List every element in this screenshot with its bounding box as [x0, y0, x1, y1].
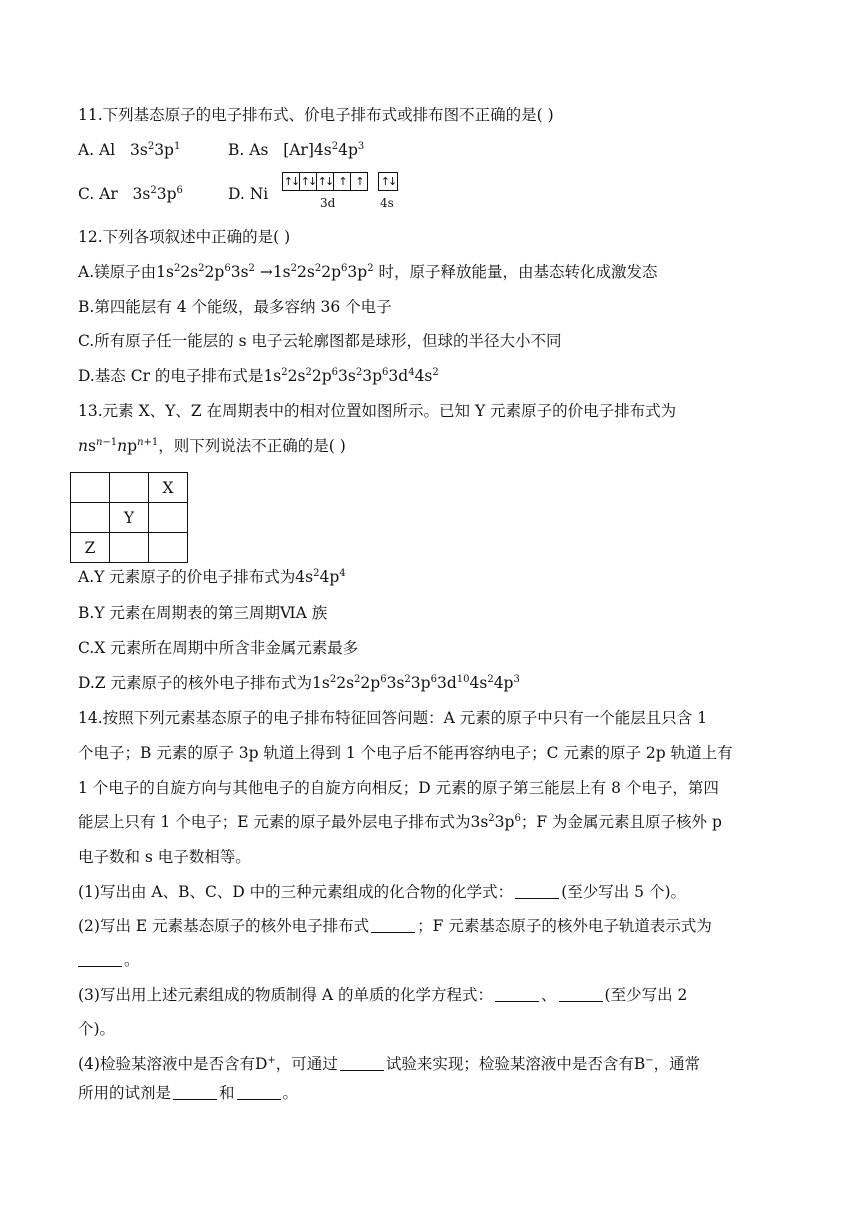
q14-stem-line4: 能层上只有 1 个电子；E 元素的原子最外层电子排布式为$3s^23p^6$；F 为金属元素且原子核外 p	[78, 813, 722, 831]
q14-part1	[78, 882, 686, 902]
q11-option-d-label: D. Ni	[228, 185, 269, 203]
q11-option-a-formula: $3s^23p^1$	[129, 141, 181, 159]
grid-cell-x: X	[149, 473, 188, 503]
q12-option-c: C.所有原子任一能层的 s 电子云轮廓图都是球形，但球的半径大小不同	[78, 332, 562, 350]
q14-part4-line2-end: 。	[282, 1084, 299, 1102]
orbital-box-3d-3: ↑↓	[316, 172, 334, 191]
q14-stem-line1: 14.按照下列元素基态原子的电子排布特征回答问题：A 元素的原子中只有一个能层且只含 1	[78, 709, 708, 727]
q13-option-d-prefix: D.Z 元素原子的核外电子排布式为	[78, 674, 312, 692]
grid-cell-y: Y	[110, 503, 149, 533]
q11-option-a-label: A. Al	[78, 141, 116, 159]
grid-cell	[110, 473, 149, 503]
q14-part4-mid2: 试验来实现；检验某溶液中是否含有	[385, 1055, 634, 1073]
q13-stem-line1: 13.元素 X、Y、Z 在周期表中的相对位置如图所示。已知 Y 元素原子的价电子排布式为	[78, 402, 677, 420]
orbital-box-3d-2: ↑↓	[299, 172, 317, 191]
q14-part4-mid3: ，通常	[653, 1055, 701, 1073]
q14-part4-line2	[78, 1083, 298, 1103]
q13-option-a: A.Y 元素原子的价电子排布式为$4s^24p^4$	[78, 568, 346, 586]
answer-blank[interactable]	[237, 1085, 281, 1100]
q14-part3-separator: 、	[541, 986, 557, 1004]
q14-stem-line3: 1 个电子的自旋方向与其他电子的自旋方向相反；D 元素的原子第三能层上有 8 个电子，第四	[78, 779, 719, 797]
orbital-box-3d-1: ↑↓	[282, 172, 300, 191]
periodic-position-grid	[70, 472, 188, 563]
q11-option-b-formula: $[Ar]4s^24p^3$	[283, 141, 365, 159]
answer-blank[interactable]	[173, 1085, 217, 1100]
q12-option-d-prefix: D.基态 Cr 的电子排布式是	[78, 367, 264, 385]
q12-stem: 12.下列各项叙述中正确的是( )	[78, 228, 291, 246]
q11-option-b	[228, 140, 364, 160]
q13-option-a-prefix: A.Y 元素原子的价电子排布式为	[78, 568, 296, 586]
q12-option-a: A.镁原子由$1s^22s^22p^63s^2 \to 1s^22s^22p^63p^2$ 时，原子释放能量，由基态转化成激发态	[78, 263, 658, 281]
q11-option-c	[78, 184, 183, 204]
orbital-box-3d-4: ↑	[333, 172, 351, 191]
q14-part2-line2	[78, 950, 140, 970]
q14-part3-line2: 个)。	[78, 1020, 116, 1038]
answer-blank[interactable]	[495, 987, 539, 1002]
orbital-label-4s: 4s	[380, 196, 394, 210]
orbital-label-3d: 3d	[320, 196, 336, 210]
grid-cell	[149, 533, 188, 563]
q12-option-a-prefix: A.镁原子由	[78, 263, 157, 281]
q13-option-b: B.Y 元素在周期表的第三周期ⅥA 族	[78, 604, 328, 622]
q11-option-b-label: B. As	[228, 141, 269, 159]
q14-stem-line4-prefix: 能层上只有 1 个电子；E 元素的原子最外层电子排布式为	[78, 813, 471, 831]
q11-option-c-label: C. Ar	[78, 185, 118, 203]
q14-part4-mid1: ，可通过	[275, 1055, 338, 1073]
q11-option-c-formula: $3s^23p^6$	[132, 185, 183, 203]
grid-cell	[110, 533, 149, 563]
q13-option-d: D.Z 元素原子的核外电子排布式为$1s^22s^22p^63s^23p^63d^{10}4s^24p^3$	[78, 674, 520, 692]
q14-part4-prefix: (4)检验某溶液中是否含有	[78, 1055, 255, 1073]
q13-stem-suffix: ，则下列说法不正确的是( )	[158, 437, 346, 455]
q13-stem-line2: $ns^{n-1}np^{n+1}$，则下列说法不正确的是( )	[78, 437, 346, 455]
q13-option-c: C.X 元素所在周期中所含非金属元素最多	[78, 639, 359, 657]
q14-part2-prefix: (2)写出 E 元素基态原子的核外电子排布式	[78, 917, 370, 935]
grid-cell	[71, 473, 110, 503]
answer-blank[interactable]	[559, 987, 603, 1002]
q14-part4: (4)检验某溶液中是否含有D+，可通过 试验来实现；检验某溶液中是否含有B−，通常	[78, 1055, 701, 1073]
grid-cell-z: Z	[71, 533, 110, 563]
q14-part2-end: 。	[124, 951, 140, 969]
orbital-box-3d-5: ↑	[350, 172, 368, 191]
grid-cell	[149, 503, 188, 533]
q11-stem: 11.下列基态原子的电子排布式、价电子排布式或排布图不正确的是( )	[78, 106, 554, 124]
q14-part3-prefix: (3)写出用上述元素组成的物质制得 A 的单质的化学方程式：	[78, 986, 494, 1004]
q12-option-a-suffix: 时，原子释放能量，由基态转化成激发态	[378, 263, 658, 281]
q14-part1-prefix: (1)写出由 A、B、C、D 中的三种元素组成的化合物的化学式：	[78, 883, 514, 901]
q14-part2	[78, 916, 712, 936]
q14-part4-line2-prefix: 所用的试剂是	[78, 1084, 172, 1102]
answer-blank[interactable]	[78, 952, 122, 967]
answer-blank[interactable]	[371, 918, 415, 933]
answer-blank[interactable]	[340, 1056, 384, 1071]
q14-stem-line2: 个电子；B 元素的原子 3p 轨道上得到 1 个电子后不能再容纳电子；C 元素的原子 2p 轨道上有	[78, 744, 733, 762]
orbital-box-4s: ↑↓	[378, 172, 398, 191]
q14-part3-suffix: (至少写出 2	[604, 986, 688, 1004]
q14-part1-suffix: (至少写出 5 个)。	[561, 883, 686, 901]
q12-option-b: B.第四能层有 4 个能级，最多容纳 36 个电子	[78, 298, 392, 316]
q14-part3	[78, 985, 687, 1005]
q14-part2-suffix: ；F 元素基态原子的核外电子轨道表示式为	[417, 917, 712, 935]
q12-option-d: D.基态 Cr 的电子排布式是$1s^22s^22p^63s^23p^63d^44s^2$	[78, 367, 439, 385]
q14-part4-line2-and: 和	[219, 1084, 235, 1102]
q11-option-a	[78, 140, 180, 160]
q14-stem-line4-suffix: ；F 为金属元素且原子核外 p	[520, 813, 722, 831]
q14-stem-line5: 电子数和 s 电子数相等。	[78, 848, 251, 866]
grid-cell	[71, 503, 110, 533]
answer-blank[interactable]	[515, 884, 559, 899]
